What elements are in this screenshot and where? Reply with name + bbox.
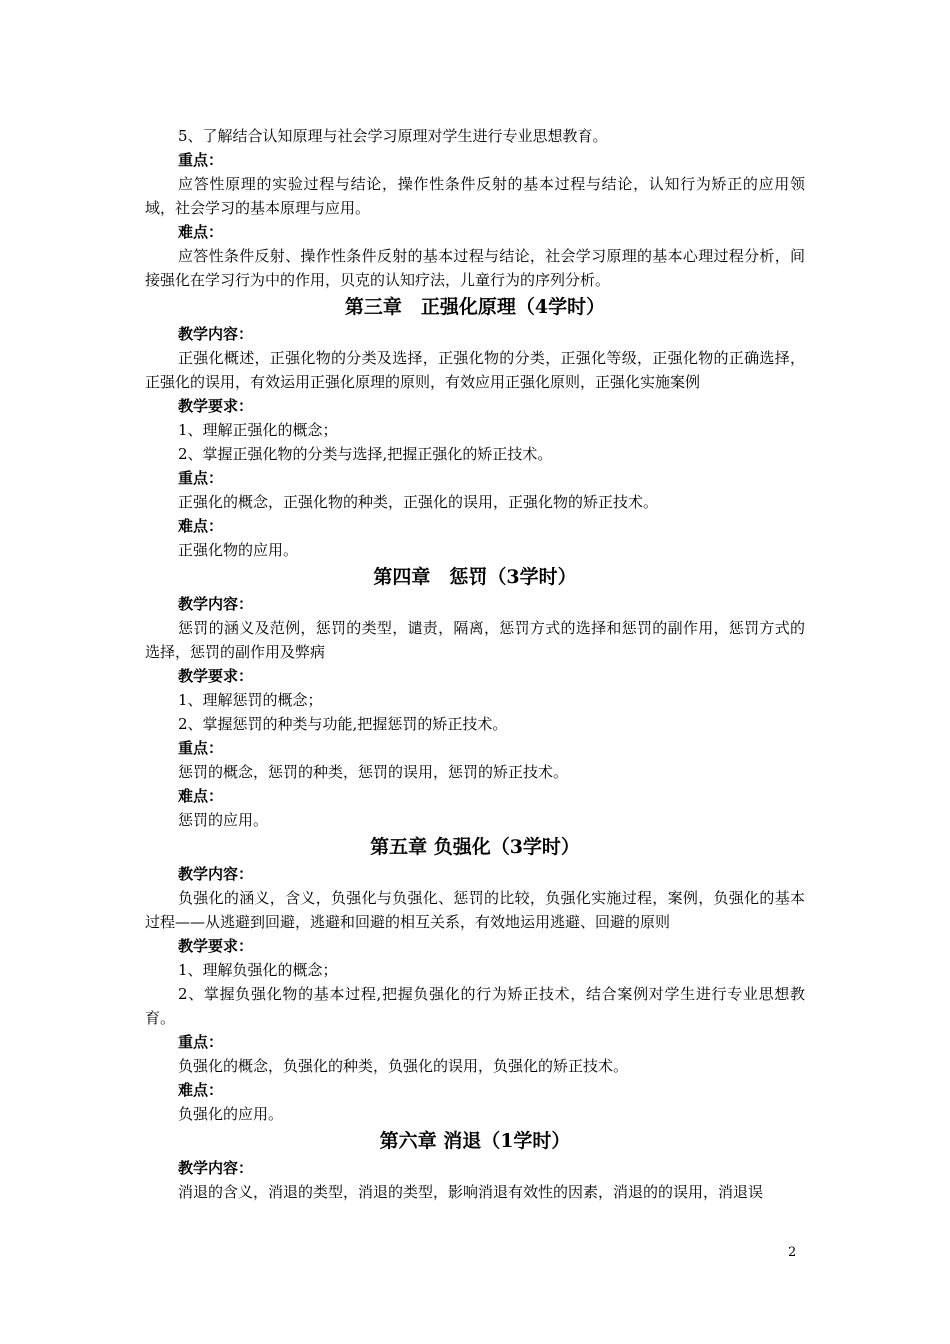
section-label: 重点： (178, 469, 224, 487)
paragraph: 负强化的概念，负强化的种类，负强化的误用，负强化的矫正技术。 (178, 1057, 629, 1075)
section-label: 重点： (178, 739, 224, 757)
paragraph: 2、掌握负强化物的基本过程,把握负强化的行为矫正技术，结合案例对学生进行专业思想教育。 (145, 985, 805, 1027)
chapter-heading: 第三章 正强化原理（4学时） (344, 296, 606, 318)
section-label: 教学要求： (178, 937, 254, 955)
section-label: 重点： (178, 151, 224, 169)
section-label: 重点： (178, 1033, 224, 1051)
paragraph: 惩罚的应用。 (178, 811, 269, 829)
paragraph: 应答性原理的实验过程与结论，操作性条件反射的基本过程与结论，认知行为矫正的应用领域，社会学习的基本原理与应用。 (145, 175, 805, 217)
paragraph: 正强化物的应用。 (178, 541, 299, 559)
chapter-heading: 第六章 消退（1学时） (379, 1130, 571, 1152)
paragraph: 负强化的应用。 (178, 1105, 284, 1123)
paragraph: 2、掌握正强化物的分类与选择,把握正强化的矫正技术。 (178, 445, 553, 463)
paragraph: 5、了解结合认知原理与社会学习原理对学生进行专业思想教育。 (178, 127, 608, 145)
paragraph: 惩罚的概念，惩罚的种类，惩罚的误用，惩罚的矫正技术。 (178, 763, 569, 781)
paragraph: 1、理解惩罚的概念； (178, 691, 323, 709)
paragraph: 2、掌握惩罚的种类与功能,把握惩罚的矫正技术。 (178, 715, 508, 733)
paragraph: 1、理解正强化的概念； (178, 421, 338, 439)
section-label: 难点： (178, 517, 224, 535)
section-label: 教学要求： (178, 667, 254, 685)
page-number: 2 (788, 1245, 797, 1260)
paragraph: 负强化的涵义，含义，负强化与负强化、惩罚的比较，负强化实施过程，案例，负强化的基本过程——从逃避到回避，逃避和回避的相互关系，有效地运用逃避、回避的原则 (145, 889, 805, 931)
paragraph: 正强化概述，正强化物的分类及选择，正强化物的分类，正强化等级，正强化物的正确选择，正强化的误用，有效运用正强化原理的原则，有效应用正强化原则，正强化实施案例 (145, 349, 805, 391)
section-label: 难点： (178, 787, 224, 805)
paragraph: 正强化的概念，正强化物的种类，正强化的误用，正强化物的矫正技术。 (178, 493, 659, 511)
section-label: 难点： (178, 1081, 224, 1099)
section-label: 教学内容： (178, 1159, 254, 1177)
chapter-heading: 第五章 负强化（3学时） (370, 836, 580, 858)
section-label: 教学内容： (178, 325, 254, 343)
page-content (145, 124, 805, 1204)
section-label: 难点： (178, 223, 224, 241)
section-label: 教学内容： (178, 865, 254, 883)
paragraph: 1、理解负强化的概念； (178, 961, 338, 979)
section-label: 教学内容： (178, 595, 254, 613)
paragraph: 应答性条件反射、操作性条件反射的基本过程与结论，社会学习原理的基本心理过程分析，间接强化在学习行为中的作用，贝克的认知疗法，儿童行为的序列分析。 (145, 247, 805, 289)
paragraph: 消退的含义，消退的类型，消退的类型，影响消退有效性的因素，消退的的误用，消退误 (178, 1183, 764, 1201)
paragraph: 惩罚的涵义及范例，惩罚的类型，谴责，隔离，惩罚方式的选择和惩罚的副作用，惩罚方式的选择，惩罚的副作用及弊病 (145, 619, 805, 661)
section-label: 教学要求： (178, 397, 254, 415)
chapter-heading: 第四章 惩罚（3学时） (373, 566, 577, 588)
